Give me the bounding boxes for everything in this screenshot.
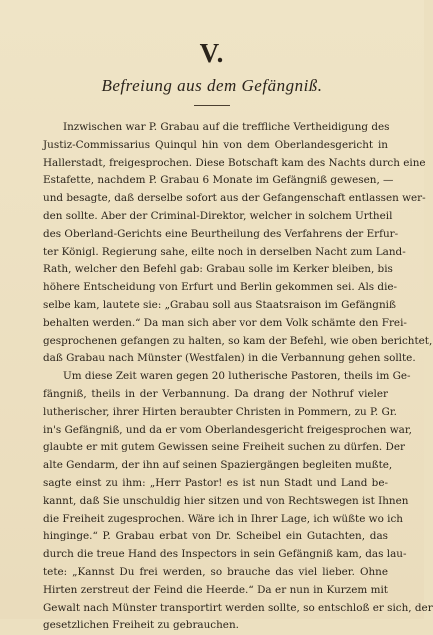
paragraph-line: und besagte, daß derselbe sofort aus der Gefangenschaft entlassen wer- (43, 192, 426, 205)
paragraph-line: hinginge.“ P. Grabau erbat von Dr. Scheibel ein Gutachten, das (43, 530, 388, 543)
paragraph-line: tete: „Kannst Du frei werden, so brauche das viel lieber. Ohne (43, 565, 388, 578)
paragraph-line: ter Königl. Regierung sahe, eilte noch in derselben Nacht zum Land- (43, 245, 406, 258)
paragraph-line: kannt, daß Sie unschuldig hier sitzen und von Rechtswegen ist Ihnen (43, 494, 409, 507)
title-rule (194, 105, 230, 106)
paragraph-line: behalten werden.“ Da man sich aber vor dem Volk schämte den Frei- (43, 316, 407, 329)
paragraph-line: Inzwischen war P. Grabau auf die treffliche Vertheidigung des (63, 121, 390, 133)
paragraph-line: Hallerstadt, freigesprochen. Diese Botschaft kam des Nachts durch eine (43, 156, 426, 169)
paragraph-line: durch die treue Hand des Inspectors in sein Gefängniß kam, das lau- (43, 548, 407, 561)
paragraph-line: den sollte. Aber der Criminal-Direktor, welcher in solchem Urtheil (43, 209, 393, 222)
paragraph-line: glaubte er mit gutem Gewissen seine Freiheit suchen zu dürfen. Der (43, 441, 405, 454)
paragraph-line: daß Grabau nach Münster (Westfalen) in die Verbannung gehen sollte. (43, 352, 416, 365)
paragraph-line: Justiz-Commissarius Quinqul hin von dem Oberlandesgericht in (43, 138, 388, 151)
chapter-numeral: V. (199, 38, 225, 68)
paragraph-line: Estafette, nachdem P. Grabau 6 Monate im Gefängniß gewesen, — (43, 174, 394, 187)
paragraph-line: höhere Entscheidung von Erfurt und Berlin gekommen sei. Als die- (43, 281, 398, 294)
paragraph-line: Rath, welcher den Befehl gab: Grabau solle im Kerker bleiben, bis (43, 263, 393, 276)
paragraph-line: Um diese Zeit waren gegen 20 lutherische Pastoren, theils im Ge- (63, 370, 411, 383)
paragraph-line: in's Gefängniß, und da er vom Oberlandesgericht freigesprochen war, (43, 423, 412, 436)
chapter-title: Befreiung aus dem Gefängniß. (101, 76, 323, 95)
body-text (43, 119, 433, 635)
paragraph-line: gesprochenen gefangen zu halten, so kam der Befehl, wie oben berichtet, (43, 334, 433, 347)
paragraph-line: die Freiheit zugesprochen. Wäre ich in Ihrer Lage, ich wüßte wo ich (43, 512, 403, 525)
paragraph-line: lutherischer, ihrer Hirten beraubter Christen in Pommern, zu P. Gr. (43, 405, 397, 418)
paragraph-line: fängniß, theils in der Verbannung. Da drang der Nothruf vieler (43, 387, 388, 400)
paragraph-line: Hirten zerstreut der Feind die Heerde.“ Da er nun in Kurzem mit (43, 583, 388, 596)
paragraph-line: Gewalt nach Münster transportirt werden sollte, so entschloß er sich, der (43, 601, 433, 614)
paragraph-line: des Oberland-Gerichts eine Beurtheilung des Verfahrens der Erfur- (43, 227, 399, 240)
paragraph-line: selbe kam, lautete sie: „Grabau soll aus Staatsraison im Gefängniß (43, 298, 396, 311)
paragraph-line: gesetzlichen Freiheit zu gebrauchen. (43, 619, 239, 632)
paragraph-line: sagte einst zu ihm: „Herr Pastor! es ist nun Stadt und Land be- (43, 476, 388, 489)
paragraph-line: alte Gendarm, der ihn auf seinen Spaziergängen begleiten mußte, (43, 459, 393, 472)
